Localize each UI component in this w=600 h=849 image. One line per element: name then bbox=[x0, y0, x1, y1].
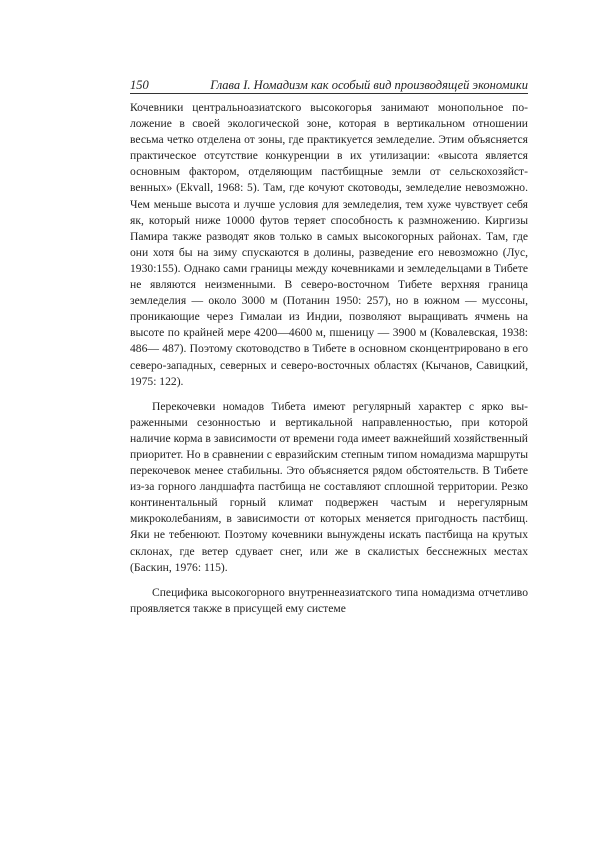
paragraph: Перекочевки номадов Тибета имеют регулярный характер с ярко выраженными сезонностью и вертикальной направленностью, при которой наличие корма в зависимости от времени года имеет важнейший хозяйственный приоритет. Но в сравнении с евразийским степным типом номадизма маршруты перекочевок менее стабильны. Это объясняется рядом обстоятельств. В Тибете из-за горного ландшафта пастбища не составляют сплошной территории. Резко континентальный горный климат подвержен частым и нерегулярным микроколебаниям, в зависимости от которых меняется пригодность пастбищ. Яки не тебенюют. Поэтому кочевники вынуждены искать пастбища на крутых склонах, где ветер сдувает снег, или же в скалистых бесснежных местах (Баскин, 1976: 115). bbox=[130, 399, 528, 574]
page-number: 150 bbox=[130, 78, 149, 92]
paragraph: Специфика высокогорного внутреннеазиатского типа номадизма отчетливо проявляется также в присущей ему системе bbox=[130, 585, 528, 615]
chapter-title: Глава I. Номадизм как особый вид производящей экономики bbox=[210, 78, 528, 92]
paragraph: Кочевники центральноазиатского высокогорья занимают монопольное положение в своей экологической зоне, которая в вертикальном отношении весьма четко отделена от зоны, где практикуется земледелие. Этим объясняется практическое отсутствие конкуренции в их утилизации: «высота является основным фактором, отделяющим пастбищные земли от сельскохозяйственных» (Ekvall, 1968: 5). Там, где кочуют скотоводы, земледелие невозможно. Чем меньше высота и лучше условия для земледелия, тем хуже чувствует себя як, который ниже 10000 футов теряет способность к размножению. Киргизы Памира также разводят яков только в самых высокогорных районах. Там, где они хотя бы на зиму спускаются в долины, разведение его невозможно (Лус, 1930:155). Однако сами границы между кочевниками и земледельцами в Тибете не являются неизменными. В северо-восточном Тибете верхняя граница земледелия — около 3000 м (Потанин 1950: 257), но в южном — муссоны, проникающие через Гималаи из Индии, позволяют выращивать ячмень на высоте по крайней мере 4200—4600 м, пшеницу — 3900 м (Ковалевская, 1938: 486— 487). Поэтому скотоводство в Тибете в основном сконцентрировано в его северо-западных, северных и северо-восточных областях (Кычанов, Савицкий, 1975: 122). bbox=[130, 101, 528, 388]
running-header bbox=[130, 77, 528, 94]
body-text bbox=[130, 100, 528, 617]
